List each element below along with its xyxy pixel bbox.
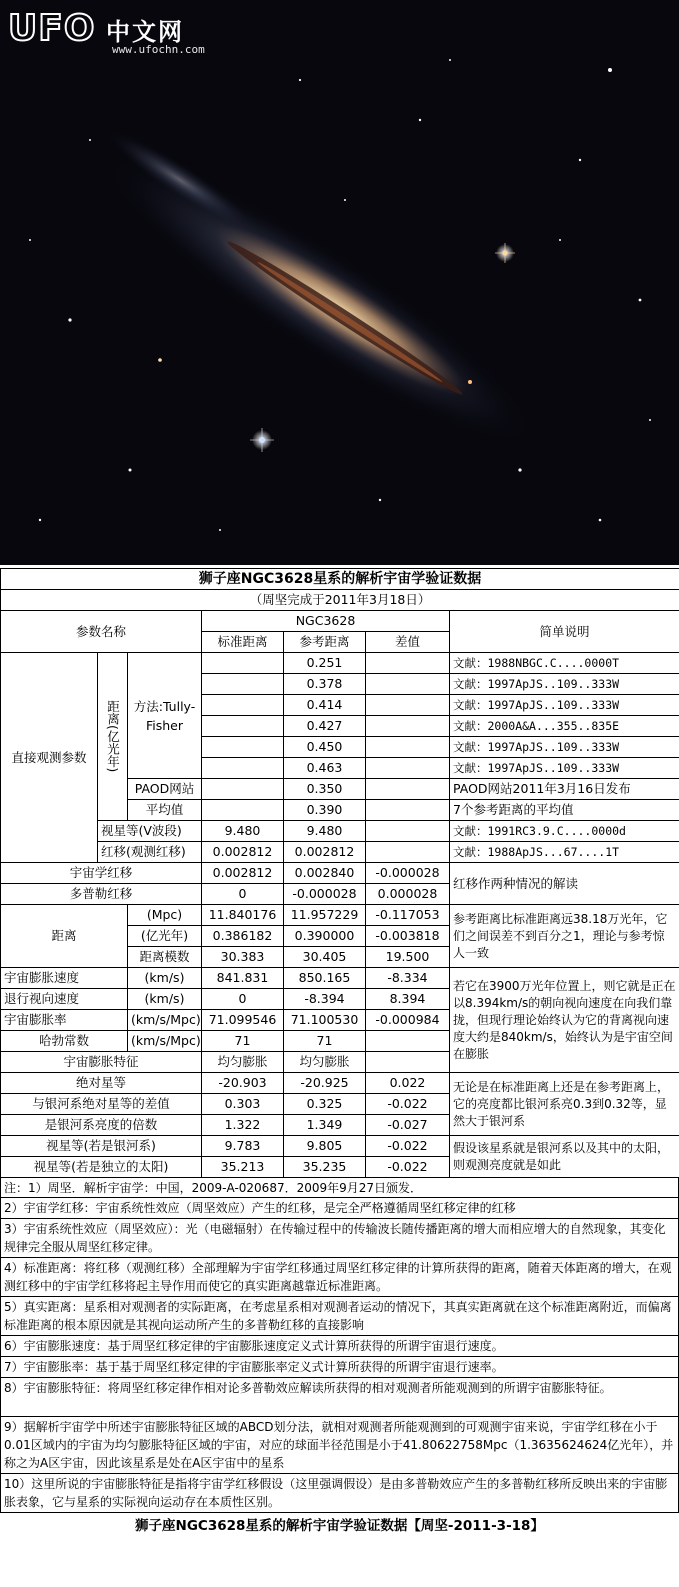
distance-modulus-ref: 30.405 [284,947,366,968]
note-item: 2）宇宙学红移：宇宙系统性效应（周坚效应）产生的红移，是完全严格遵循周坚红移定律的红移 [1,1198,678,1219]
absdiff-std: 0.303 [202,1094,284,1115]
distance-group-label: 距离(亿光年) [98,653,128,821]
distance-ly-std: 0.386182 [202,926,284,947]
logo-chinese-name: 中文网 [106,18,184,46]
vm-sun-ref: 35.235 [284,1157,366,1178]
times-diff: -0.027 [366,1115,450,1136]
cosmo-z-diff: -0.000028 [366,863,450,884]
distance-mpc-ref: 11.957229 [284,905,366,926]
exp-rate-label: 宇宙膨胀率 [1,1010,128,1031]
doppler-z-diff: 0.000028 [366,884,450,905]
vm-desc: 假设该星系就是银河系以及其中的太阳，则观测亮度就是如此 [450,1136,679,1178]
redshift-std: 0.002812 [202,842,284,863]
absmag-diff: 0.022 [366,1073,450,1094]
galaxy-image [0,0,679,565]
rec-speed-label: 退行视向速度 [1,989,128,1010]
note-item: 9）据解析宇宙学中所述宇宙膨胀特征区域的ABCD划分法，就相对观测者所能观测到的可观测宇宙来说，宇宙学红移在小于0.01区域内的宇宙为均匀膨胀特征区域的宇宙，对应的球面半径范围是小于41.80622758Mpc（1.3635624624亿光年），并称之为A区宇宙，因此该星系是处在A区宇宙中的星系 [1,1417,678,1474]
note-item: 3）宇宙系统性效应（周坚效应）：光（电磁辐射）在传输过程中的传输波长随传播距离的增大而相应增大的自然现象，其变化规律完全服从周坚红移定律。 [1,1219,678,1258]
tf-ref-value: 0.463 [284,758,366,779]
exp-speed-std: 841.831 [202,968,284,989]
distance-mpc-unit: (Mpc) [128,905,202,926]
distance-mpc-std: 11.840176 [202,905,284,926]
exp-feature-ref: 均匀膨胀 [284,1052,366,1073]
vmag-label: 视星等(V波段) [98,821,202,842]
header-diff: 差值 [366,632,450,653]
distance-modulus-diff: 19.500 [366,947,450,968]
header-desc: 简单说明 [450,611,679,653]
data-document [0,568,679,1539]
distance-mpc-diff: -0.117053 [366,905,450,926]
tf-source: 文献：1988NBGC.C....0000T [450,653,679,674]
distance-modulus-std: 30.383 [202,947,284,968]
rec-speed-std: 0 [202,989,284,1010]
distance-desc: 参考距离比标准距离远38.18万光年，它们之间误差不到百分之1，理论与参考惊人一致 [450,905,679,968]
absmag-std: -20.903 [202,1073,284,1094]
note-item: 注：1）周坚．解析宇宙学：中国，2009-A-020687．2009年9月27日颁发． [1,1178,678,1198]
distance-ly-unit: (亿光年) [128,926,202,947]
notes-section [0,1178,679,1513]
exp-speed-ref: 850.165 [284,968,366,989]
vm-sun-std: 35.213 [202,1157,284,1178]
tf-source: 文献：1997ApJS..109..333W [450,695,679,716]
distance-modulus-label: 距离模数 [128,947,202,968]
speed-desc: 若它在3900万光年位置上，则它就是正在以8.394km/s的朝向视向速度在向我们靠拢，但现行理论始终认为它的背离视向速度大约是840km/s，始终认为是宇宙空间在膨胀 [450,968,679,1073]
direct-params-label: 直接观测参数 [1,653,98,863]
vm-milkyway-ref: 9.805 [284,1136,366,1157]
site-logo [8,8,205,56]
note-item: 8）宇宙膨胀特征：将周坚红移定律作相对论多普勒效应解读所获得的相对观测者所能观测到的所谓宇宙膨胀特征。 [1,1378,678,1417]
distance-ly-diff: -0.003818 [366,926,450,947]
tf-ref-value: 0.414 [284,695,366,716]
note-item: 6）宇宙膨胀速度：基于周坚红移定律的宇宙膨胀速度定义式计算所获得的所谓宇宙退行速度。 [1,1336,678,1357]
mag-desc: 无论是在标准距离上还是在参考距离上，它的亮度都比银河系亮0.3到0.32等，显然大于银河系 [450,1073,679,1136]
hubble-ref: 71 [284,1031,366,1052]
vmag-std: 9.480 [202,821,284,842]
note-item: 5）真实距离：星系相对观测者的实际距离，在考虑星系相对观测者运动的情况下，其真实距离就在这个标准距离附近，而偏离标准距离的根本原因就是其视向运动所产生的多普勒红移的直接影响 [1,1297,678,1336]
doppler-z-std: 0 [202,884,284,905]
note-item: 4）标准距离：将红移（观测红移）全部理解为宇宙学红移通过周坚红移定律的计算所获得的距离，随着天体距离的增大，在观测红移中的宇宙学红移将起主导作用而使它的真实距离越靠近标准距离。 [1,1258,678,1297]
exp-speed-unit: (km/s) [128,968,202,989]
exp-speed-diff: -8.334 [366,968,450,989]
exp-rate-std: 71.099546 [202,1010,284,1031]
logo-url: www.ufochn.com [112,43,205,56]
rec-speed-unit: (km/s) [128,989,202,1010]
tf-source: 文献：2000A&A...355..835E [450,716,679,737]
avg-desc: 7个参考距离的平均值 [450,800,679,821]
page-footer: 狮子座NGC3628星系的解析宇宙学验证数据【周坚-2011-3-18】 [135,1518,544,1534]
header-std: 标准距离 [202,632,284,653]
exp-feature-label: 宇宙膨胀特征 [1,1052,202,1073]
doppler-z-ref: -0.000028 [284,884,366,905]
data-table [0,568,679,1178]
cosmo-z-ref: 0.002840 [284,863,366,884]
tf-ref-value: 0.251 [284,653,366,674]
header-param: 参数名称 [1,611,202,653]
doppler-z-label: 多普勒红移 [1,884,202,905]
paod-ref-value: 0.350 [284,779,366,800]
note-item: 10）这里所说的宇宙膨胀特征是指将宇宙学红移假设（这里强调假设）是由多普勒效应产生的多普勒红移所反映出来的宇宙膨胀表象，它与星系的实际视向运动存在本质性区别。 [1,1474,678,1513]
times-label: 是银河系亮度的倍数 [1,1115,202,1136]
rec-speed-diff: 8.394 [366,989,450,1010]
tf-ref-value: 0.378 [284,674,366,695]
redshift-label: 红移(观测红移) [98,842,202,863]
times-ref: 1.349 [284,1115,366,1136]
exp-rate-unit: (km/s/Mpc) [128,1010,202,1031]
tf-source: 文献：1997ApJS..109..333W [450,737,679,758]
galaxy-photo [0,0,679,565]
header-galaxy: NGC3628 [202,611,450,632]
tf-ref-value: 0.427 [284,716,366,737]
cosmo-z-label: 宇宙学红移 [1,863,202,884]
redshift-source: 文献：1988ApJS...67....1T [450,842,679,863]
absmag-ref: -20.925 [284,1073,366,1094]
vm-sun-label: 视星等(若是独立的太阳) [1,1157,202,1178]
tf-ref-value: 0.450 [284,737,366,758]
absmag-label: 绝对星等 [1,1073,202,1094]
vm-sun-diff: -0.022 [366,1157,450,1178]
absdiff-ref: 0.325 [284,1094,366,1115]
exp-rate-ref: 71.100530 [284,1010,366,1031]
exp-speed-label: 宇宙膨胀速度 [1,968,128,989]
logo-ufo: UFO [8,8,96,49]
absdiff-label: 与银河系绝对星等的差值 [1,1094,202,1115]
times-std: 1.322 [202,1115,284,1136]
header-ref: 参考距离 [284,632,366,653]
hubble-unit: (km/s/Mpc) [128,1031,202,1052]
note-item: 7）宇宙膨胀率：基于基于周坚红移定律的宇宙膨胀率定义式计算所获得的所谓宇宙退行速率。 [1,1357,678,1378]
paod-label: PAOD网站 [128,779,202,800]
hubble-diff [366,1031,450,1052]
hubble-label: 哈勃常数 [1,1031,128,1052]
distance-ly-ref: 0.390000 [284,926,366,947]
absdiff-diff: -0.022 [366,1094,450,1115]
avg-label: 平均值 [128,800,202,821]
tf-source: 文献：1997ApJS..109..333W [450,758,679,779]
vmag-source: 文献：1991RC3.9.C....0000d [450,821,679,842]
vm-milkyway-diff: -0.022 [366,1136,450,1157]
vm-milkyway-label: 视星等(若是银河系) [1,1136,202,1157]
avg-ref-value: 0.390 [284,800,366,821]
vm-milkyway-std: 9.783 [202,1136,284,1157]
table-subtitle: （周坚完成于2011年3月18日） [1,590,679,611]
exp-rate-diff: -0.000984 [366,1010,450,1031]
z-desc: 红移作两种情况的解读 [450,863,679,905]
table-title: 狮子座NGC3628星系的解析宇宙学验证数据 [1,569,679,590]
distance-label: 距离 [1,905,128,968]
exp-feature-diff [366,1052,450,1073]
exp-feature-std: 均匀膨胀 [202,1052,284,1073]
paod-desc: PAOD网站2011年3月16日发布 [450,779,679,800]
cosmo-z-std: 0.002812 [202,863,284,884]
hubble-std: 71 [202,1031,284,1052]
vmag-ref: 9.480 [284,821,366,842]
rec-speed-ref: -8.394 [284,989,366,1010]
tf-source: 文献：1997ApJS..109..333W [450,674,679,695]
redshift-ref: 0.002812 [284,842,366,863]
method-label: 方法:Tully-Fisher [128,653,202,779]
